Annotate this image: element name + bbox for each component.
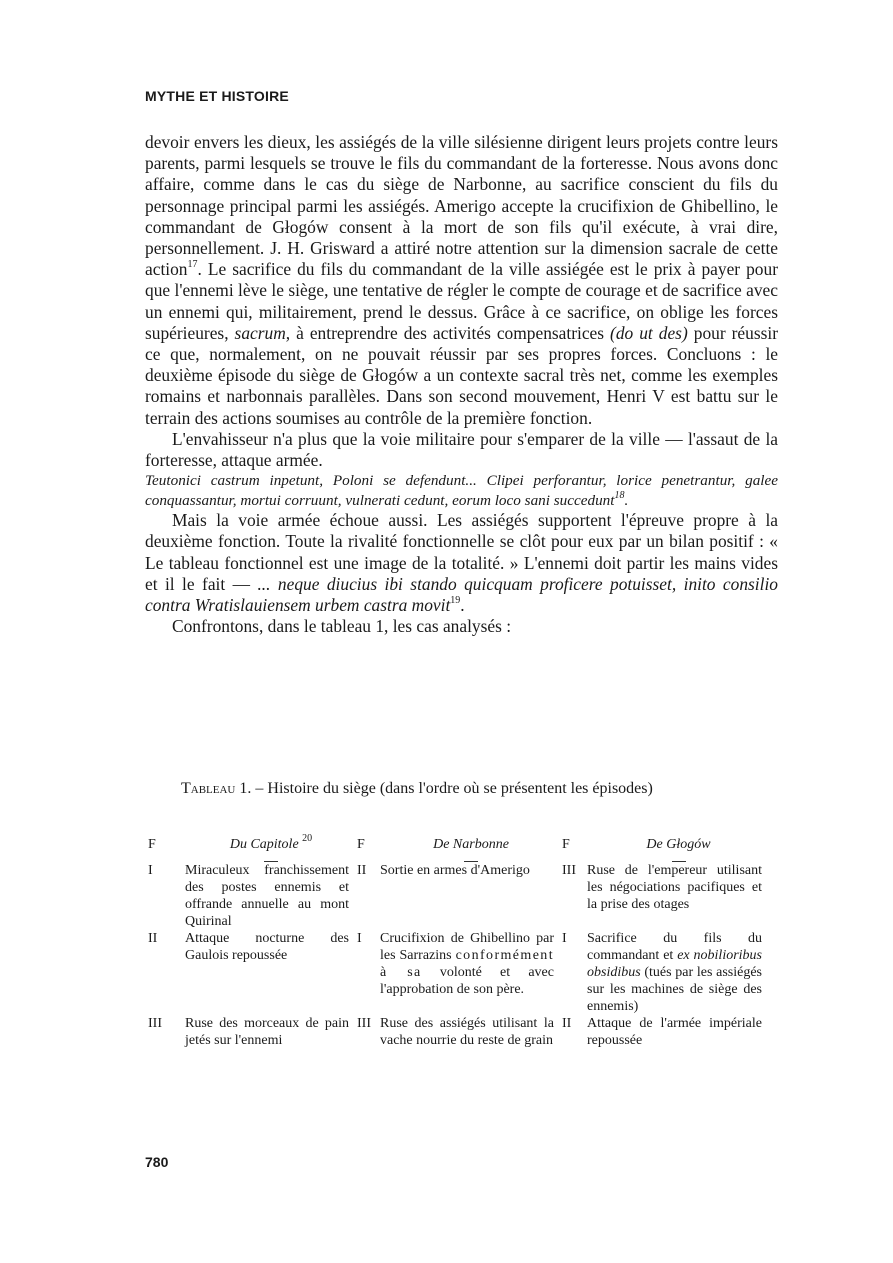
- latin-quote-text: Teutonici castrum inpetunt, Poloni se defendunt... Clipei perforantur, lorice penetrantur, galee conquassantur, mortui corruunt, vulnerati cedunt, eorum loco sani succedunt: [145, 472, 778, 509]
- footnote-ref-19[interactable]: 19: [450, 595, 461, 607]
- row-3-capitole: Ruse des morceaux de pain jetés sur l'ennemi: [185, 1016, 349, 1048]
- page-number: 780: [145, 1154, 169, 1170]
- paragraph-1-text-c: à entreprendre des activités compensatrices: [290, 322, 611, 343]
- row-1-capitole: Miraculeux franchissement des postes ennemis et offrande annuelle au mont Quirinal: [185, 863, 349, 929]
- siege-table: [148, 833, 770, 1049]
- table-row: [148, 862, 770, 930]
- paragraph-2: L'envahisseur n'a plus que la voie militaire pour s'emparer de la ville — l'assaut de la forteresse, attaque armée.: [145, 428, 778, 471]
- caption-number: 1.: [239, 780, 252, 797]
- row-2-glogow: [587, 930, 770, 1015]
- caption-text: – Histoire du siège (dans l'ordre où se présentent les épisodes): [255, 780, 653, 797]
- header-f-3: F: [562, 837, 570, 852]
- row-2-narbonne-a: Crucifixion de Ghibellino par les Sarrazins: [380, 931, 554, 963]
- row-2-narbonne-b: conformément à sa: [380, 948, 554, 980]
- row-2-f2: I: [357, 931, 362, 946]
- header-f-2: F: [357, 837, 365, 852]
- row-3-f3: II: [562, 1016, 572, 1031]
- row-3-glogow: Attaque de l'armée impériale repoussée: [587, 1016, 762, 1048]
- row-2-capitole: Attaque nocturne des Gaulois repoussée: [185, 931, 349, 963]
- paragraph-3-latin: ... neque diucius ibi stando quicquam proficere potuisset, inito consilio contra Wratislauiensem urbem castra movit: [145, 573, 778, 616]
- running-head: MYTHE ET HISTOIRE: [145, 88, 289, 104]
- table-header-row: [148, 836, 770, 862]
- header-de-narbonne: [380, 836, 562, 862]
- paragraph-1-text-a: devoir envers les dieux, les assiégés de la ville silésienne dirigent leurs projets contre leurs parents, parmi lesquels se trouve le fils du commandant de la forteresse. Nous avons donc affaire, comme dans le cas du siège de Narbonne, au sacrifice conscient du fils du personnage principal parmi les assiégés. Amerigo accepte la crucifixion de Ghibellino, le commandant de Głogów consent à la mort de son fils qu'il exécute, à vrai dire, personnellement. J. H. Grisward a attiré notre attention sur la dimension sacrale de cette action: [145, 132, 778, 280]
- row-2-glogow-c: (tués par les assiégés sur les machines de siège des ennemis): [587, 965, 762, 1014]
- footnote-ref-20[interactable]: 20: [302, 833, 313, 845]
- header-du-capitole-title: Du Capitole: [229, 837, 299, 852]
- paragraph-1-sacrum: sacrum,: [234, 322, 291, 343]
- latin-quote: [145, 471, 778, 510]
- paragraph-3-text: Mais la voie armée échoue aussi. Les assiégés supportent l'épreuve propre à la deuxième fonction. Toute la rivalité fonctionnelle se clôt pour eux par un bilan positif : « Le tableau fonctionnel est une image de la totalité. » L'ennemi doit partir les mains vides et il le fait —: [145, 510, 778, 594]
- row-3-f1: III: [148, 1016, 162, 1031]
- table-row: [148, 930, 770, 1015]
- paragraph-3-end: .: [460, 595, 465, 616]
- caption-label: Tableau: [181, 780, 236, 797]
- row-2-glogow-a: Sacrifice du fils du commandant et: [587, 931, 762, 963]
- paragraph-1-text-b: . Le sacrifice du fils du commandant de la ville assiégée est le prix à payer pour que l'ennemi lève le siège, une tentative de régler le compte de courage et de sacrifice avec un ennemi qui, militairement, prend le dessus. Grâce à ce sacrifice, on oblige les forces supérieures,: [145, 259, 778, 343]
- table-row: [148, 1015, 770, 1049]
- row-1-f3: III: [562, 863, 576, 878]
- row-2-f3: I: [562, 931, 567, 946]
- row-3-f2: III: [357, 1016, 371, 1031]
- footnote-ref-17[interactable]: 17: [187, 259, 198, 271]
- footnote-ref-18[interactable]: 18: [614, 489, 625, 501]
- row-2-narbonne: [380, 930, 562, 1015]
- paragraph-3: [145, 510, 778, 616]
- header-de-glogow: [587, 836, 770, 862]
- header-de-glogow-title: De Głogów: [646, 837, 711, 852]
- row-3-narbonne: Ruse des assiégés utilisant la vache nourrie du reste de grain: [380, 1016, 554, 1048]
- row-2-f1: II: [148, 931, 158, 946]
- row-1-f2: II: [357, 863, 367, 878]
- row-1-f1: I: [148, 863, 153, 878]
- body-text: [145, 132, 778, 637]
- row-1-narbonne: Sortie en armes d'Amerigo: [380, 863, 530, 878]
- row-2-narbonne-c: volonté et avec l'approbation de son père.: [380, 965, 554, 997]
- header-f-1: F: [148, 837, 156, 852]
- paragraph-1-text-d: pour réussir ce que, normalement, on ne pouvait réussir par ses propres forces. Concluons : le deuxième épisode du siège de Głogów a un contexte sacral très net, comme les exemples romains et narbonnais parallèles. Dans son second mouvement, Henri V est battu sur le terrain des actions soumises au contrôle de la première fonction.: [145, 322, 778, 428]
- header-de-narbonne-title: De Narbonne: [433, 837, 509, 852]
- table-caption: [181, 780, 653, 798]
- row-2-glogow-latin: ex nobilioribus obsidibus: [587, 948, 762, 980]
- latin-quote-end: .: [624, 491, 629, 509]
- paragraph-4: Confrontons, dans le tableau 1, les cas analysés :: [172, 616, 512, 637]
- paragraph-1: [145, 132, 778, 429]
- header-du-capitole: [185, 833, 357, 862]
- row-1-glogow: Ruse de l'empereur utilisant les négociations pacifiques et la prise des otages: [587, 863, 762, 912]
- paragraph-1-do-ut-des: (do ut des): [610, 322, 688, 343]
